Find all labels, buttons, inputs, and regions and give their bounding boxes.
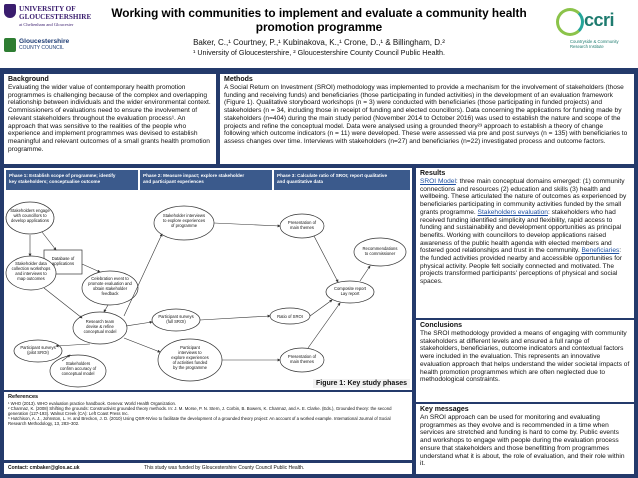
ccri-logo (556, 8, 632, 58)
methods-section (220, 74, 634, 164)
node-label-participant-interviews: Participant interviews to explore experiences of activities funded by the programme (171, 345, 209, 370)
ccri-logo-text: ccri (584, 10, 615, 30)
reference-2: ² Charmaz, K. (2008) Shifting the grounds: Constructivist grounded theory methods. In: J. M. Morse, P. N. Stern, J. Corbin, B. Bowers, K. Charmaz, and A. E. Clarke. (Eds.), Grounded theory: the second generation (127-193). Walnut Creek (CA): Left Coast Press Inc. (8, 405, 392, 416)
results-heading: Results (420, 170, 446, 177)
background-heading: Background (8, 76, 49, 83)
references-heading: References (8, 394, 39, 400)
university-logo-text: UNIVERSITY OF GLOUCESTERSHIRE at Cheltenham and Gloucester (19, 5, 92, 27)
results-beneficiaries-text: : the funded activities provided nearby and accessible opportunities for physical activity. People felt socially connected and motivated. The projects transformed participants' perceptions of physical and social spaces. (420, 247, 622, 286)
poster-header (0, 0, 638, 66)
funding-statement: This study was funded by Gloucestershire County Council Public Health. (144, 465, 305, 471)
node-label-participant-surveys-full: Participant surveys (full SROI) (158, 314, 194, 324)
ccri-circle-icon (556, 8, 584, 36)
key-messages-section (416, 404, 634, 474)
node-label-participant-surveys-pilot: Participant surveys (pilot SROI) (20, 345, 56, 355)
results-sroi-model-text: : three main conceptual domains emerged: (1) community connections and resources (2) education and skills (3) health and wellbeing. These articulated the nature of outcomes as experienced by beneficiaries participating in community activities funded by the small grants programme. (420, 178, 627, 216)
results-link-beneficiaries: Beneficiaries (581, 247, 620, 255)
conclusions-section (416, 320, 634, 402)
results-link-stakeholders: Stakeholders evaluation (477, 208, 548, 216)
phase3-label: Phase 3: Calculate ratio of SROI; report qualitative and quantitative data (277, 173, 388, 184)
methods-heading: Methods (224, 76, 253, 83)
node-label-presentation-themes-1: Presentation of main themes (287, 220, 317, 230)
poster-affiliations: ¹ University of Gloucestershire, ² Gloucestershire County Council Public Health. (192, 48, 446, 57)
node-label-stakeholders-engage: Stakeholders engage with councillors to develop applications (10, 208, 50, 223)
university-crest-icon (4, 4, 16, 18)
poster-title: Working with communities to implement and evaluate a community health promotion programme (111, 6, 527, 34)
contact-bar (4, 463, 412, 474)
reference-3: ³ Hutchison, A. J., Johnston, L. H. and Breckon, J. D. (2010) Using QSR-NVivo to facilitate the development of a grounded theory project: An account of a worked example. International Journal of Social Research Methodology, 13, 283–302. (8, 416, 391, 427)
node-label-ratio-sroi: Ratio of SROI (277, 314, 303, 319)
phase1-label: Phase 1: Establish scope of programme; identify key stakeholders; conceptualise outcome (9, 173, 116, 184)
key-messages-text: An SROI approach can be used for monitoring and evaluating programmes as they evolve and is recommended in a time when services are stretched and funding is hard to come by. Public events and workshops to engage with people during the evaluation process ensure that stakeholders and those benefitting from programmes understand what it is about, the role of evaluation, and their role within it. (420, 414, 625, 468)
study-phases-diagram (4, 168, 412, 390)
county-council-mark-icon (4, 38, 16, 52)
node-label-celebration-event: Celebration event to promote evaluation and obtain stakeholder feedback (88, 276, 132, 296)
county-council-logo-text: Gloucestershire COUNTY COUNCIL (19, 38, 70, 51)
study-phases-figure (4, 168, 412, 390)
references-section (4, 392, 412, 460)
node-label-presentation-themes-2: Presentation of main themes (287, 354, 317, 364)
node-label-data-collection: Stakeholder data collection workshops and interviews to map outcomes (11, 261, 51, 281)
methods-text: A Social Return on Investment (SROI) methodology was implemented to provide a mechanism for the involvement of stakeholders (those funding and receiving funds) and beneficiaries (those participating in funded activities) in the development of an evaluation framework (Figure 1). Qualitative storyboard workshops (n = 3) were conducted with beneficiaries (those participating in funded projects) and stakeholders (n = 34, including those in receipt of funding and elected councillors). Data concerning the applications for funding made by stakeholders (n=404) during the main study period (November 2014 to October 2016) was used to establish the nature and scope of the projects and refine the conceptual model. Data were analysed using a grounded theory²³ approach to establish a theory of change following which outcome indicators (n = 11) were developed. These were assessed via pre and post surveys (n = 135) with beneficiaries to assess changes over time. Interviews with stakeholders (n=27) and beneficiaries (n=22) investigated process and outcome factors. (224, 84, 628, 145)
node-label-recommendations: Recommendations to commissioner (362, 246, 398, 256)
poster-authors: Baker, C.,¹ Courtney, P.,¹ Kubinakova, K.,¹ Crone, D.,¹ & Billingham, D.² (193, 38, 445, 47)
phase2-label: Phase 2: Measure impact; explore stakeholder and participant experiences (143, 173, 245, 184)
conclusions-heading: Conclusions (420, 322, 463, 329)
node-label-research-team: Research team devise & refine conceptual model (83, 319, 117, 334)
results-stakeholders-text: : stakeholders who had received funding identified simplicity and flexibility, rapid access to funding and sustainability and development opportunities as principal benefits. Working with councillors to develop applications raised awareness of the public health agenda with elected members and fostered good relationships and trust in the community. (420, 208, 622, 255)
results-link-sroi-model: SROI Model (420, 178, 456, 185)
institution-logos (4, 4, 92, 60)
node-label-composite-report: Composite report Lay report (333, 286, 367, 296)
background-text: Evaluating the wider value of contemporary health promotion programmes is challenging because of the complex and overlapping relationship between individuals and the wider environmental context. Commissioners of evaluations need to ensure the involvement of relevant stakeholders throughout the evaluation process¹. An approach that was sensitive to the realities of the people who experience and implement programmes was devised to establish meaningful and relevant outcomes of a small grants health promotion programme. (8, 84, 211, 153)
figure-caption: Figure 1: Key study phases (313, 379, 410, 388)
node-label-database: Database of applications (51, 256, 75, 266)
ccri-logo-subtext: Countryside & Community Research Institute (570, 39, 619, 49)
node-label-stakeholders-confirm: Stakeholders confirm accuracy of conceptual model (59, 361, 97, 376)
conclusions-text: The SROI methodology provided a means of engaging with community stakeholders at different levels and ensured a full range of stakeholders, beneficiaries, outcome indicators and contextual factors were included in the evaluation. This represents an innovative evaluation approach that helps understand the wider societal impacts of health promotion programmes which are often neglected due to methodological constraints. (420, 330, 630, 384)
key-messages-heading: Key messages (420, 406, 469, 413)
results-section (416, 168, 634, 318)
node-label-stakeholder-interviews: Stakeholder interviews to explore experiences of programme (162, 213, 206, 228)
background-section (4, 74, 216, 164)
results-text (420, 178, 630, 286)
reference-1: ¹ WHO (2013). WHO evaluation practice handbook. Geneva: World Health Organization. (8, 400, 177, 406)
contact-email: Contact: cmbaker@glos.ac.uk (8, 465, 80, 471)
